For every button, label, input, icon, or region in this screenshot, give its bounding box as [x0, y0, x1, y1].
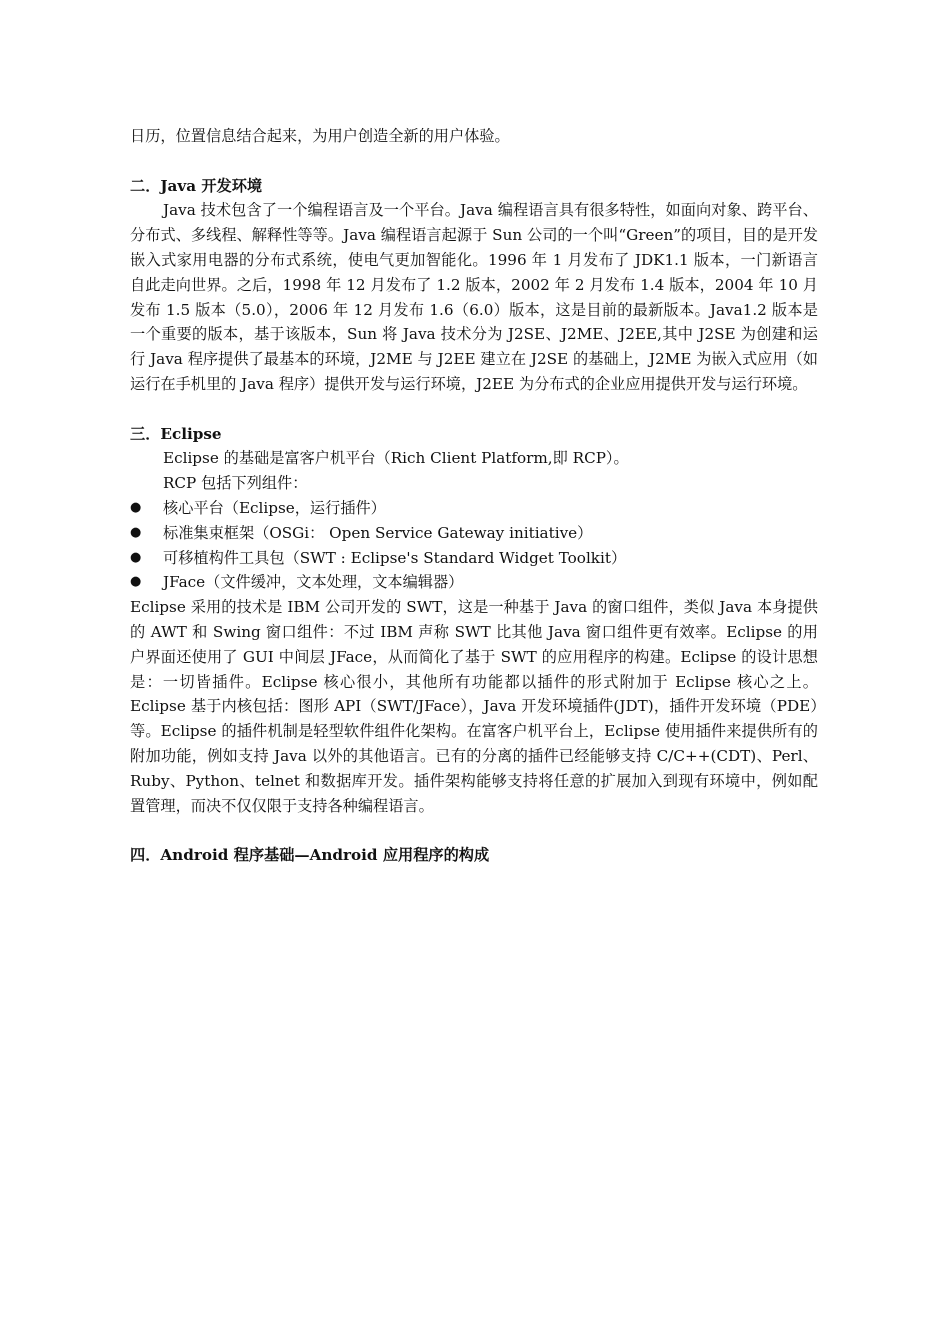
- section-heading-eclipse: 三．Eclipse: [130, 424, 222, 443]
- bullet-icon: ●: [130, 574, 142, 590]
- list-item: [130, 496, 818, 521]
- eclipse-intro: Eclipse 的基础是富客户机平台（Rich Client Platform,即 RCP）。: [163, 449, 629, 468]
- list-item: [130, 521, 818, 546]
- spacer: [130, 149, 818, 174]
- list-item-text: 可移植构件工具包（SWT : Eclipse's Standard Widget Toolkit）: [163, 548, 627, 567]
- section-heading-android: 四．Android 程序基础—Android 应用程序的构成: [130, 846, 490, 865]
- list-item: [130, 570, 818, 595]
- java-paragraph: Java 技术包含了一个编程语言及一个平台。Java 编程语言具有很多特性，如面向对象、跨平台、分布式、多线程、解释性等等。Java 编程语言起源于 Sun 公司的一个叫“Green”的项目，目的是开发嵌入式家用电器的分布式系统，使电气更加智能化。1996 年 1 月发布了 JDK1.1 版本，一门新语言自此走向世界。之后，1998 年 12 月发布了 1.2 版本，2002 年 2 月发布 1.4 版本，2004 年 10 月发布 1.5 版本（5.0），2006 年 12 月发布 1.6（6.0）版本，这是目前的最新版本。Java1.2 版本是一个重要的版本，基于该版本，Sun 将 Java 技术分为 J2SE、J2ME、J2EE,其中 J2SE 为创建和运行 Java 程序提供了最基本的环境，J2ME 与 J2EE 建立在 J2SE 的基础上，J2ME 为嵌入式应用（如运行在手机里的 Java 程序）提供开发与运行环境，J2EE 为分布式的企业应用提供开发与运行环境。: [130, 201, 818, 393]
- rcp-component-list: [130, 496, 818, 595]
- section-heading-java: 二．Java 开发环境: [130, 176, 263, 195]
- top-paragraph: 日历，位置信息结合起来，为用户创造全新的用户体验。: [130, 127, 510, 145]
- spacer: [130, 818, 818, 843]
- document-page: [130, 124, 818, 868]
- bullet-icon: ●: [130, 549, 142, 565]
- rcp-intro: RCP 包括下列组件：: [163, 474, 308, 493]
- spacer: [130, 397, 818, 422]
- list-item-text: JFace（文件缓冲，文本处理，文本编辑器）: [163, 573, 464, 592]
- list-item-text: 标准集束框架（OSGi： Open Service Gateway initiative）: [163, 523, 593, 542]
- list-item-text: 核心平台（Eclipse，运行插件）: [163, 498, 386, 517]
- eclipse-paragraph: Eclipse 采用的技术是 IBM 公司开发的 SWT，这是一种基于 Java 的窗口组件，类似 Java 本身提供的 AWT 和 Swing 窗口组件：不过 IBM 声称 SWT 比其他 Java 窗口组件更有效率。Eclipse 的用户界面还使用了 GUI 中间层 JFace，从而简化了基于 SWT 的应用程序的构建。Eclipse 的设计思想是：一切皆插件。Eclipse 核心很小，其他所有功能都以插件的形式附加于 Eclipse 核心之上。Eclipse 基于内核包括：图形 API（SWT/JFace），Java 开发环境插件(JDT)，插件开发环境（PDE）等。Eclipse 的插件机制是轻型软件组件化架构。在富客户机平台上，Eclipse 使用插件来提供所有的附加功能，例如支持 Java 以外的其他语言。已有的分离的插件已经能够支持 C/C++(CDT)、Perl、Ruby、Python、telnet 和数据库开发。插件架构能够支持将任意的扩展加入到现有环境中，例如配置管理，而决不仅仅限于支持各种编程语言。: [130, 598, 818, 815]
- list-item: [130, 546, 818, 571]
- bullet-icon: ●: [130, 524, 142, 540]
- bullet-icon: ●: [130, 499, 142, 515]
